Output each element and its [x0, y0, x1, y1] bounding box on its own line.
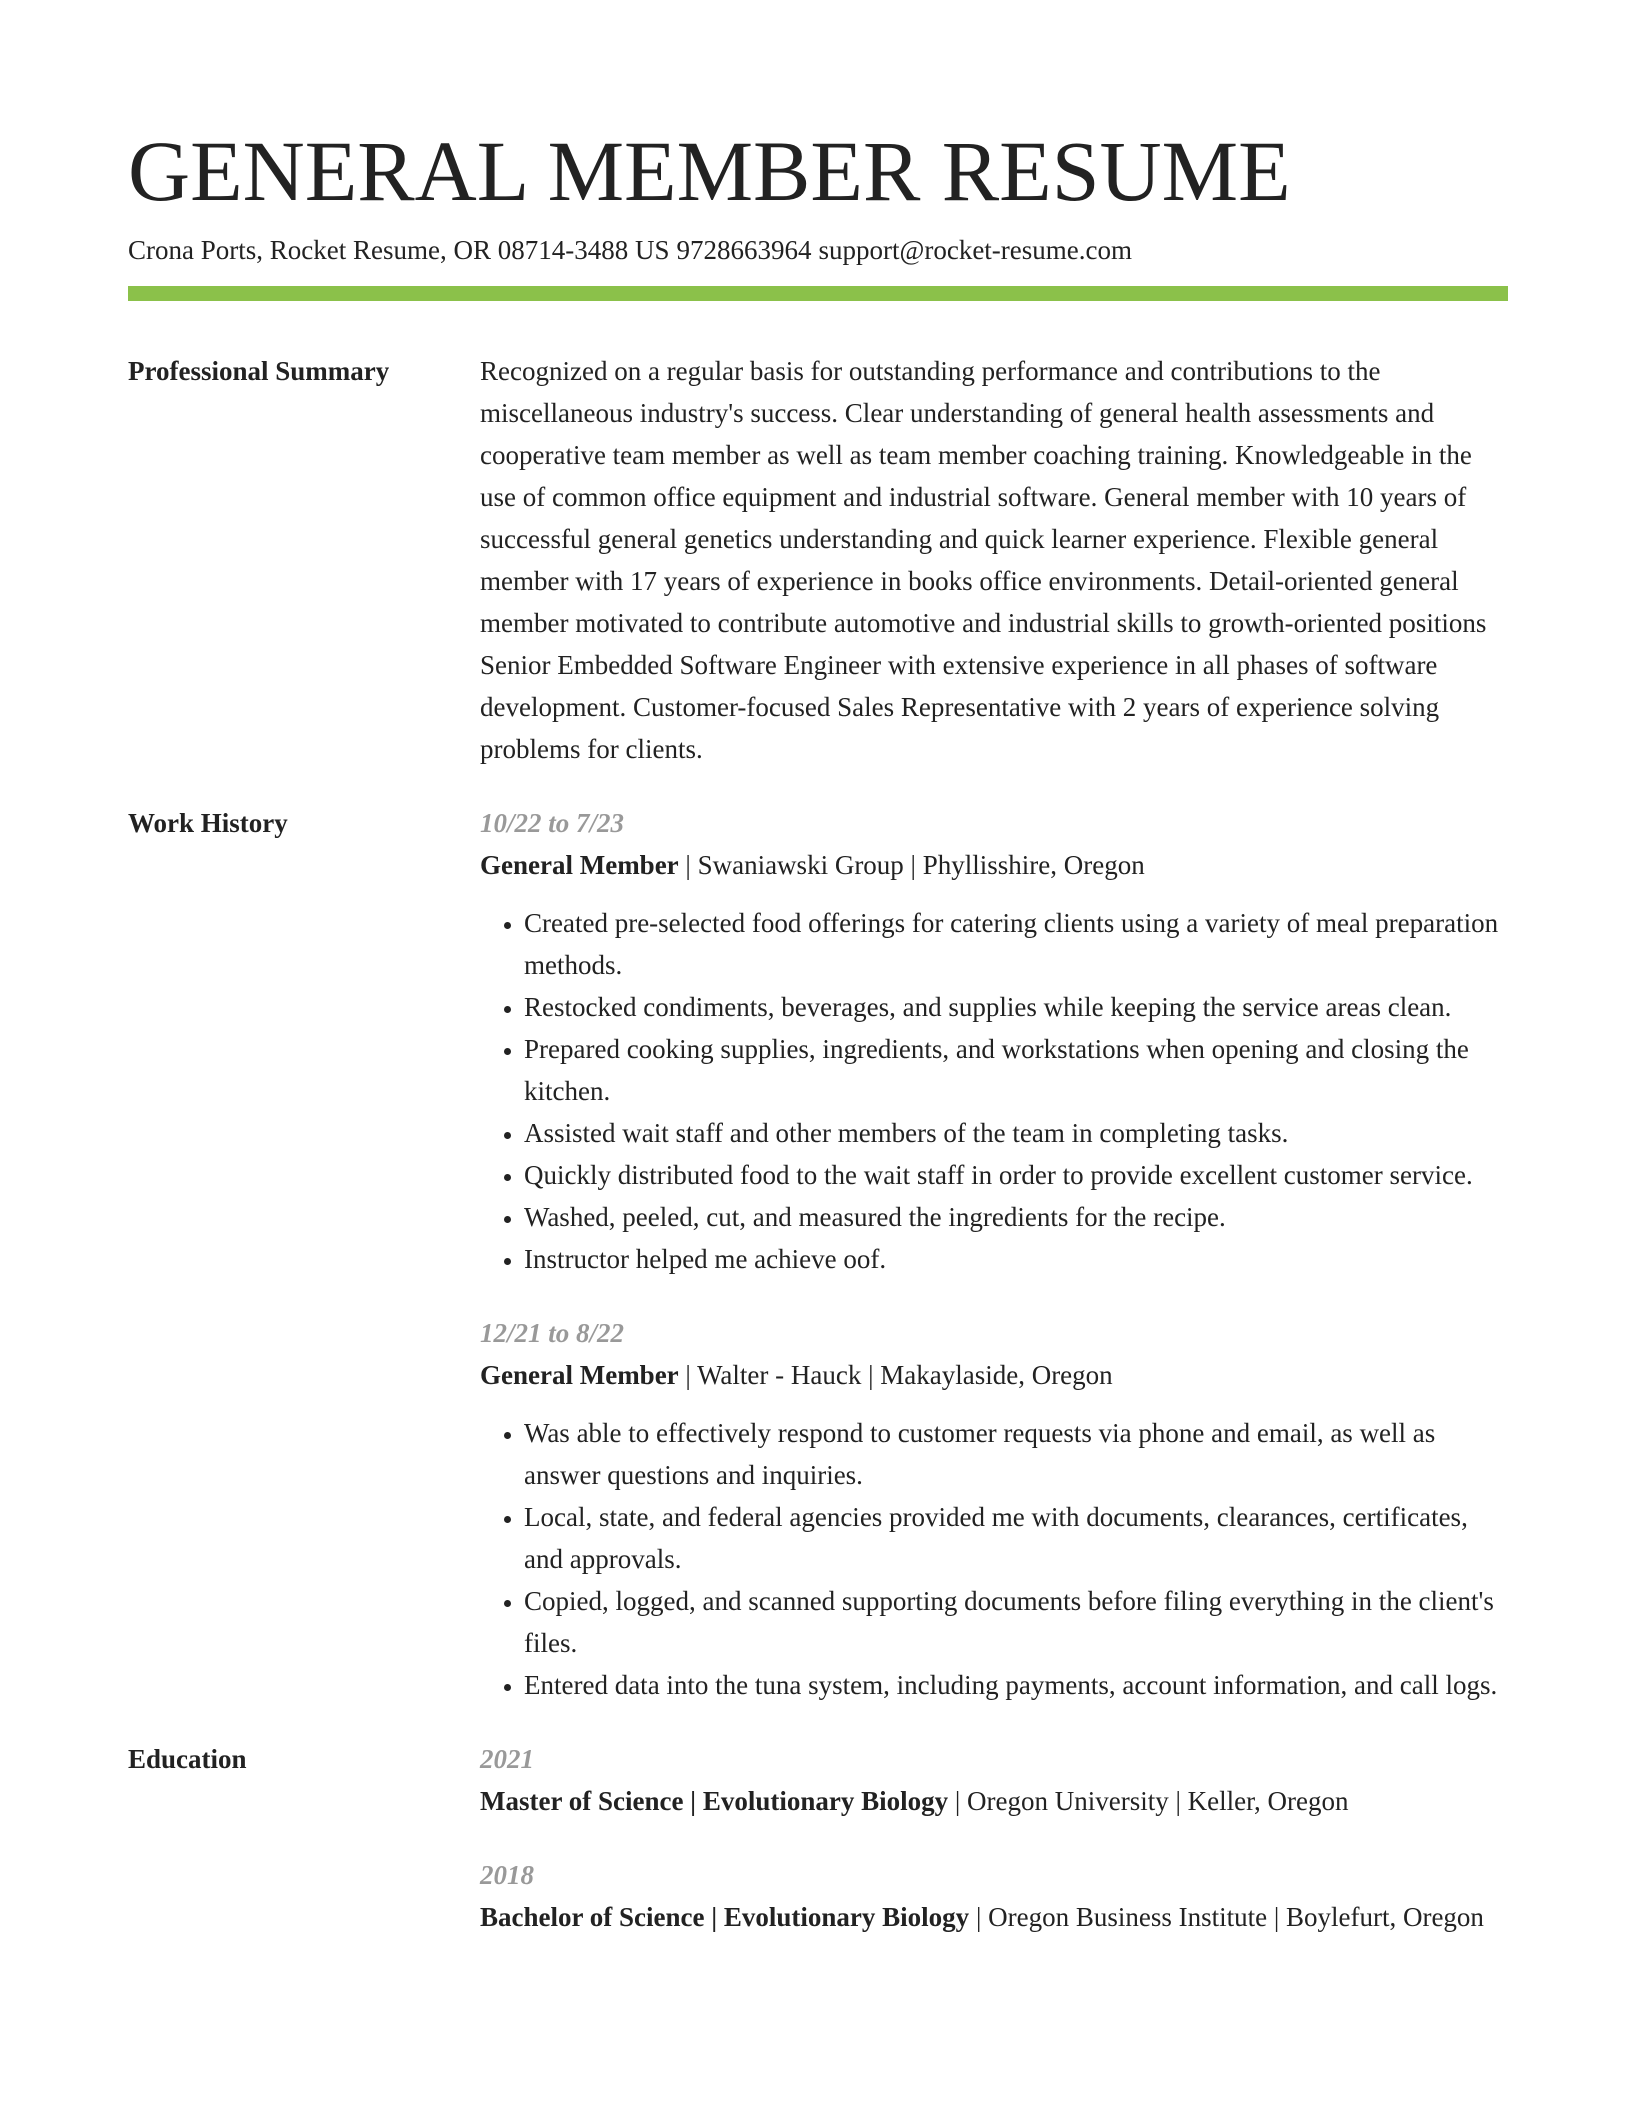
- education-year: 2021: [480, 1744, 534, 1774]
- job-bullet: • Washed, peeled, cut, and measured the ingredients for the recipe.: [524, 1196, 1508, 1238]
- contact-address: Crona Ports, Rocket Resume, OR 08714-3488 US: [128, 235, 670, 265]
- education-section: [128, 1738, 1508, 1938]
- education-heading-line: [480, 1780, 1508, 1822]
- job-bullet: • Was able to effectively respond to customer requests via phone and email, as well as answer questions and inquiries.: [524, 1412, 1508, 1496]
- job-bullet: • Restocked condiments, beverages, and supplies while keeping the service areas clean.: [524, 986, 1508, 1028]
- job-bullet: • Local, state, and federal agencies provided me with documents, clearances, certificates, and approvals.: [524, 1496, 1508, 1580]
- job-entry: [480, 802, 1508, 1280]
- summary-text: Recognized on a regular basis for outstanding performance and contributions to the miscellaneous industry's success. Clear understanding of general health assessments and cooperative team member as well as team member coaching training. Knowledgeable in the use of common office equipment and industrial software. General member with 10 years of successful general genetics understanding and quick learner experience. Flexible general member with 17 years of experience in books office environments. Detail-oriented general member motivated to contribute automotive and industrial skills to growth-oriented positions Senior Embedded Software Engineer with extensive experience in all phases of software development. Customer-focused Sales Representative with 2 years of experience solving problems for clients.: [480, 356, 1487, 764]
- job-role: General Member: [480, 1360, 679, 1390]
- job-bullet: • Created pre-selected food offerings for catering clients using a variety of meal preparation methods.: [524, 902, 1508, 986]
- resume-content: [128, 350, 1508, 1970]
- job-details: | Swaniawski Group | Phyllisshire, Oregon: [678, 850, 1145, 880]
- summary-heading: Professional Summary: [128, 356, 390, 386]
- job-bullet: • Entered data into the tuna system, including payments, account information, and call logs.: [524, 1664, 1508, 1706]
- job-dates: 10/22 to 7/23: [480, 808, 625, 838]
- job-entry: [480, 1312, 1508, 1706]
- job-heading: [480, 844, 1508, 886]
- education-entry: [480, 1738, 1508, 1822]
- job-bullet: • Prepared cooking supplies, ingredients, and workstations when opening and closing the kitchen.: [524, 1028, 1508, 1112]
- contact-email: support@rocket-resume.com: [818, 235, 1133, 265]
- work-history-heading: Work History: [128, 808, 288, 838]
- job-bullets: [480, 1412, 1508, 1706]
- job-bullet: • Instructor helped me achieve oof.: [524, 1238, 1508, 1280]
- job-bullet: • Copied, logged, and scanned supporting documents before filing everything in the client's files.: [524, 1580, 1508, 1664]
- work-history-section: [128, 802, 1508, 1706]
- education-entry: [480, 1854, 1508, 1938]
- education-body: [480, 1738, 1508, 1938]
- job-bullets: [480, 902, 1508, 1280]
- education-heading-line: [480, 1896, 1508, 1938]
- education-details: | Oregon University | Keller, Oregon: [948, 1786, 1349, 1816]
- education-degree: Bachelor of Science | Evolutionary Biology: [480, 1902, 970, 1932]
- job-details: | Walter - Hauck | Makaylaside, Oregon: [678, 1360, 1113, 1390]
- job-heading: [480, 1354, 1508, 1396]
- contact-phone: 9728663964: [676, 235, 812, 265]
- education-year: 2018: [480, 1860, 534, 1890]
- job-role: General Member: [480, 850, 679, 880]
- summary-body: [480, 350, 1508, 770]
- resume-title: GENERAL MEMBER RESUME: [128, 123, 1291, 219]
- contact-line: [128, 230, 1132, 270]
- summary-section: [128, 350, 1508, 770]
- job-bullet: • Assisted wait staff and other members of the team in completing tasks.: [524, 1112, 1508, 1154]
- education-degree: Master of Science | Evolutionary Biology: [480, 1786, 949, 1816]
- job-bullet: • Quickly distributed food to the wait staff in order to provide excellent customer service.: [524, 1154, 1508, 1196]
- education-heading: Education: [128, 1744, 247, 1774]
- work-history-body: [480, 802, 1508, 1706]
- job-dates: 12/21 to 8/22: [480, 1318, 625, 1348]
- education-details: | Oregon Business Institute | Boylefurt, Oregon: [969, 1902, 1484, 1932]
- header-divider: [128, 286, 1508, 301]
